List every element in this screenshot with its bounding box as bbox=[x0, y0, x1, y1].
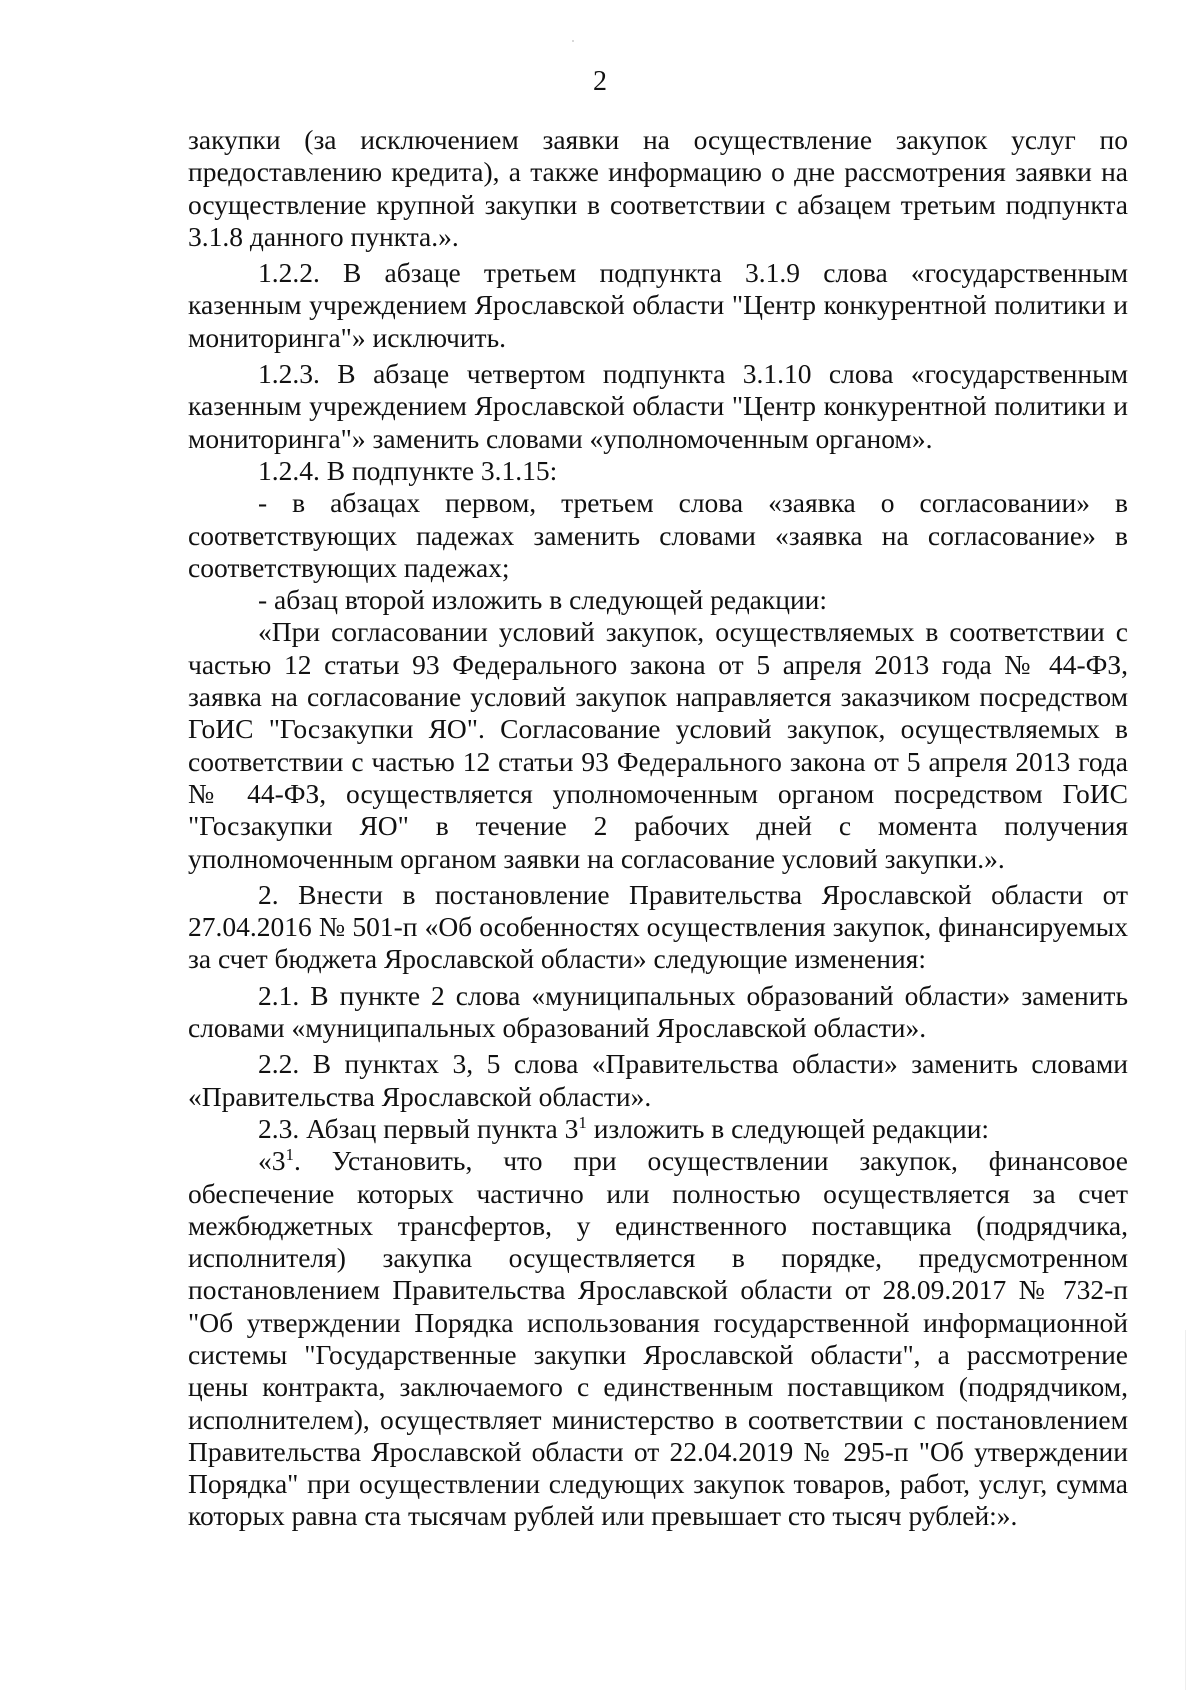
paragraph-2-1: 2.1. В пункте 2 слова «муниципальных образований области» заменить словами «муниципальных образований Ярославской области». bbox=[188, 979, 1128, 1044]
paragraph-2-3 bbox=[188, 1113, 1128, 1145]
paragraph-3-1-text-before: «3 bbox=[258, 1145, 286, 1177]
paragraph-1-2-4: 1.2.4. В подпункте 3.1.15: bbox=[258, 454, 558, 486]
scan-dust-mark bbox=[572, 40, 574, 42]
paragraph-list-item-first: - в абзацах первом, третьем слова «заявка о согласовании» в соответствующих падежах заменить словами «заявка на согласование» в соответствующих падежах; bbox=[188, 487, 1128, 583]
paragraph-quoted-edit: «При согласовании условий закупок, осуществляемых в соответствии с частью 12 статьи 93 Федерального закона от 5 апреля 2013 года № 44-ФЗ, заявка на согласование условий закупок направляется заказчиком посредством ГоИС "Госзакупки ЯО". Согласование условий закупок, осуществляемых в соответствии с частью 12 статьи 93 Федерального закона от 5 апреля 2013 года № 44-ФЗ, осуществляется уполномоченным органом посредством ГоИС "Госзакупки ЯО" в течение 2 рабочих дней с момента получения уполномоченным органом заявки на согласование условий закупки.». bbox=[188, 616, 1128, 874]
paragraph-3-1-quoted bbox=[188, 1145, 1128, 1533]
paragraph-1-2-2: 1.2.2. В абзаце третьем подпункта 3.1.9 слова «государственным казенным учреждением Ярославской области "Центр конкурентной политики и мониторинга"» исключить. bbox=[188, 257, 1128, 353]
paragraph-3-1-text-after: . Установить, что при осуществлении закупок, финансовое обеспечение которых частично или полностью осуществляется за счет межбюджетных трансфертов, у единственного поставщика (подрядчика, исполнителя) закупка осуществляется в порядке, предусмотренном постановлением Правительства Ярославской области от 28.09.2017 № 732-п "Об утверждении Порядка использования государственной информационной системы "Государственные закупки Ярославской области", а рассмотрение цены контракта, заключаемого с единственным поставщиком (подрядчиком, исполнителем), осуществляет министерство в соответствии с постановлением Правительства Ярославской области от 22.04.2019 № 295-п "Об утверждении Порядка" при осуществлении следующих закупок товаров, работ, услуг, сумма которых равна ста тысячам рублей или превышает сто тысяч рублей:». bbox=[188, 1145, 1128, 1532]
scan-edge-line bbox=[1185, 1330, 1186, 1690]
paragraph-2-3-text-before: 2.3. Абзац первый пункта 3 bbox=[258, 1112, 579, 1144]
document-body bbox=[188, 124, 1128, 1533]
paragraph-continuation: закупки (за исключением заявки на осуществление закупок услуг по предоставлению кредита), а также информацию о дне рассмотрения заявки на осуществление крупной закупки в соответствии с абзацем третьим подпункта 3.1.8 данного пункта.». bbox=[188, 124, 1128, 252]
superscript-marker: 1 bbox=[578, 1112, 587, 1132]
paragraph-list-item-second: - абзац второй изложить в следующей редакции: bbox=[258, 584, 828, 616]
paragraph-section-2: 2. Внести в постановление Правительства Ярославской области от 27.04.2016 № 501-п «Об особенностях осуществления закупок, финансируемых за счет бюджета Ярославской области» следующие изменения: bbox=[188, 878, 1128, 975]
paragraph-2-3-text-after: изложить в следующей редакции: bbox=[586, 1112, 990, 1144]
paragraph-2-2: 2.2. В пунктах 3, 5 слова «Правительства области» заменить словами «Правительства Ярославской области». bbox=[188, 1048, 1128, 1112]
superscript-marker: 1 bbox=[285, 1145, 294, 1165]
paragraph-1-2-3: 1.2.3. В абзаце четвертом подпункта 3.1.10 слова «государственным казенным учреждением Ярославской области "Центр конкурентной политики и мониторинга"» заменить словами «уполномоченным органом». bbox=[188, 358, 1128, 454]
page-number: 2 bbox=[593, 66, 607, 97]
